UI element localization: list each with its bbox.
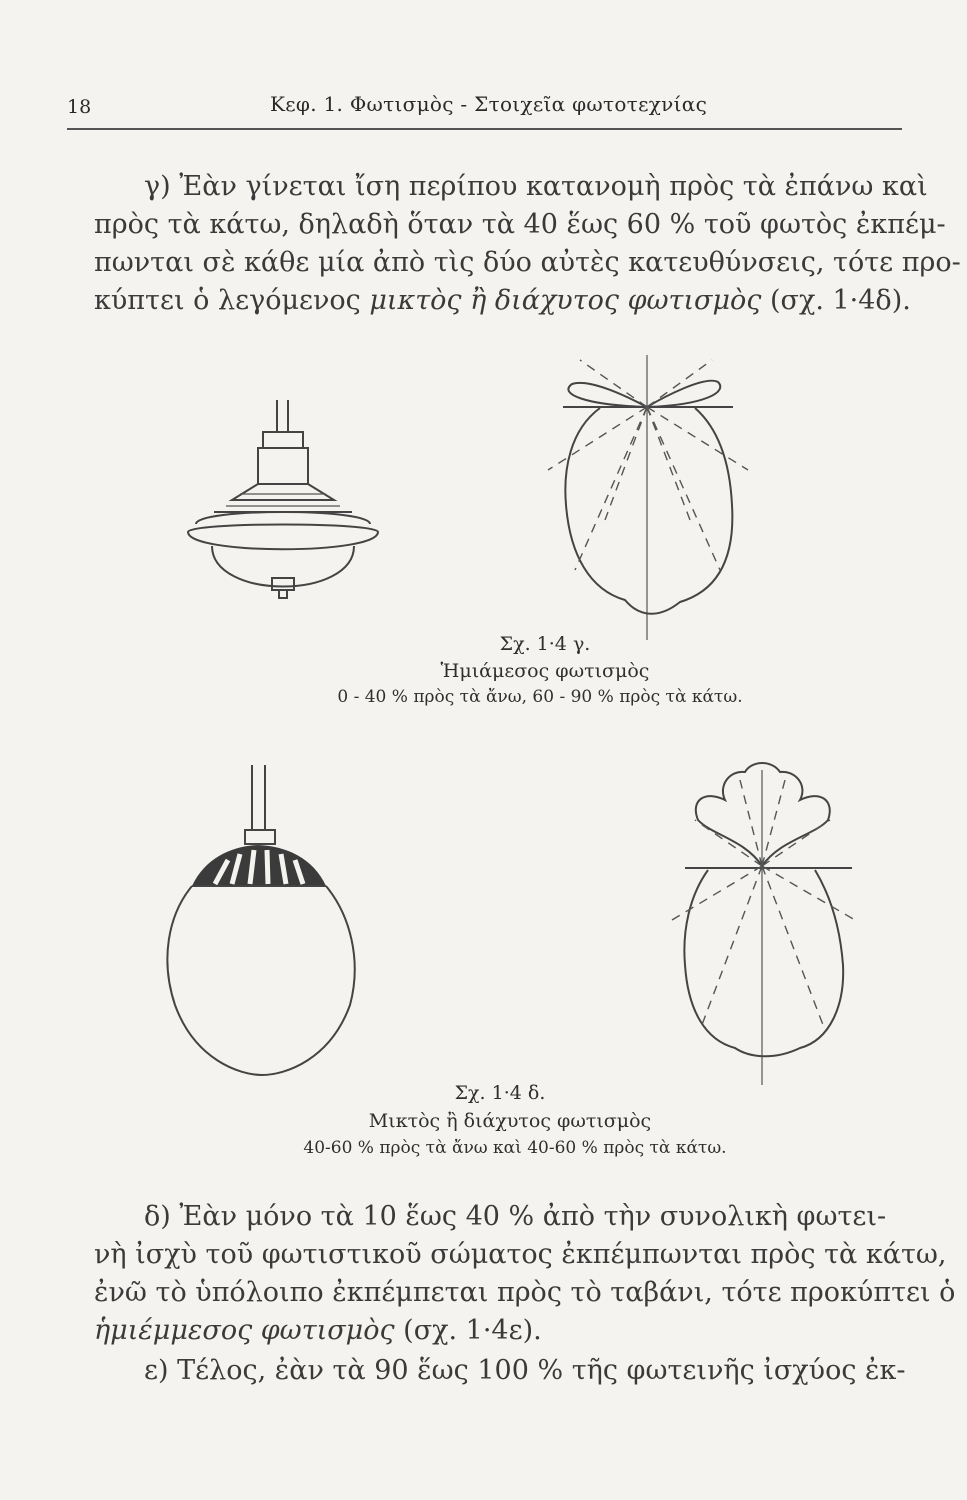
- text-line: [94, 1312, 914, 1350]
- text-line: νὴ ἰσχὺ τοῦ φωτιστικοῦ σώματος ἐκπέμπωνται πρὸς τὰ κάτω,: [94, 1239, 947, 1270]
- text-line: ε) Τέλος, ἐὰν τὰ 90 ἕως 100 % τῆς φωτεινῆς ἰσχύος ἐκ-: [144, 1355, 906, 1386]
- text-run: (σχ. 1·4δ).: [761, 285, 911, 316]
- figure-caption-number: Σχ. 1·4 γ.: [499, 633, 591, 655]
- text-line: γ) Ἐὰν γίνεται ἴση περίπου κατανομὴ πρὸς τὰ ἐπάνω καὶ: [144, 171, 928, 202]
- globe-luminaire-illustration: [167, 765, 354, 1075]
- text-line: πωνται σὲ κάθε μία ἀπὸ τὶς δύο αὐτὲς κατευθύνσεις, τότε προ-: [94, 247, 961, 278]
- figure-caption-title: Ἡμιάμεσος φωτισμὸς: [440, 660, 650, 682]
- page-number: 18: [67, 96, 92, 118]
- polar-distribution-diagram-diffuse: [672, 763, 855, 1085]
- text-line: ἐνῶ τὸ ὑπόλοιπο ἐκπέμπεται πρὸς τὸ ταβάνι, τότε προκύπτει ὁ: [94, 1277, 956, 1308]
- figure-caption-title: Μικτὸς ἢ διάχυτος φωτισμὸς: [368, 1110, 652, 1132]
- paragraph-epsilon: [94, 1352, 914, 1390]
- emphasized-term: ἡμιέμμεσος φωτισμὸς: [94, 1315, 395, 1346]
- figure-caption-distribution: 0 - 40 % πρὸς τὰ ἄνω, 60 - 90 % πρὸς τὰ κάτω.: [337, 687, 743, 707]
- text-run: κύπτει ὁ λεγόμενος: [94, 285, 370, 316]
- figure-caption-number: Σχ. 1·4 δ.: [454, 1082, 546, 1104]
- emphasized-term: μικτὸς ἢ διάχυτος φωτισμὸς: [369, 285, 762, 316]
- running-title: Κεφ. 1. Φωτισμὸς - Στοιχεῖα φωτοτεχνίας: [270, 92, 708, 116]
- figure-caption-distribution: 40-60 % πρὸς τὰ ἄνω καὶ 40-60 % πρὸς τὰ κάτω.: [303, 1138, 727, 1158]
- text-run: (σχ. 1·4ε).: [394, 1315, 542, 1346]
- paragraph-delta: [94, 1198, 956, 1350]
- text-line: πρὸς τὰ κάτω, δηλαδὴ ὅταν τὰ 40 ἕως 60 % τοῦ φωτὸς ἐκπέμ-: [94, 209, 946, 240]
- text-line: δ) Ἐὰν μόνο τὰ 10 ἕως 40 % ἀπὸ τὴν συνολικὴ φωτει-: [144, 1201, 887, 1232]
